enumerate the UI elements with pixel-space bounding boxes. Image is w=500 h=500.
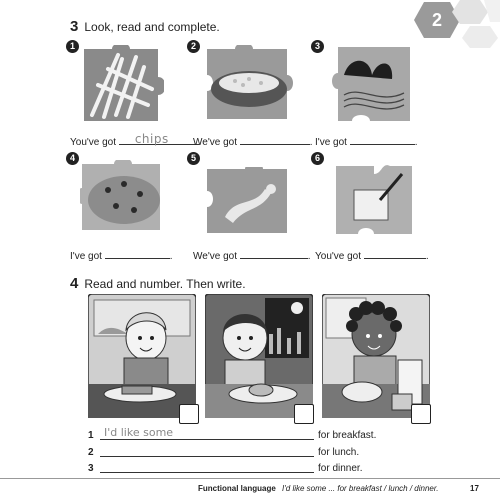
item-number-3: 3 xyxy=(311,40,324,53)
footer xyxy=(198,484,438,493)
number-box-2[interactable] xyxy=(294,404,314,424)
number-box-1[interactable] xyxy=(179,404,199,424)
footer-label: Functional language xyxy=(198,484,276,493)
sentence-3 xyxy=(315,134,418,148)
puzzle-picture-chips xyxy=(78,45,164,125)
exercise-4-instruction: Read and number. Then write. xyxy=(84,277,246,291)
sentence-2-prefix: We've got xyxy=(193,137,237,148)
exercise-3-title xyxy=(70,18,220,35)
write-line-1[interactable] xyxy=(100,427,314,440)
sentence-4 xyxy=(70,248,173,262)
exercise-3-number: 3 xyxy=(70,18,79,35)
row-suffix-2: for lunch. xyxy=(318,447,360,458)
sentence-2-period: . xyxy=(309,137,313,148)
sentence-5-period: . xyxy=(307,251,311,262)
answer-line-6[interactable] xyxy=(364,248,426,259)
row-number-1: 1 xyxy=(88,430,94,441)
row-number-2: 2 xyxy=(88,447,94,458)
item-number-6: 6 xyxy=(311,152,324,165)
answer-text-1: chips xyxy=(134,132,169,146)
unit-number: 2 xyxy=(431,10,442,30)
answer-line-1[interactable] xyxy=(119,134,199,145)
item-number-5: 5 xyxy=(187,152,200,165)
sentence-4-period: . xyxy=(169,251,173,262)
answer-line-5[interactable] xyxy=(240,248,308,259)
sentence-1 xyxy=(70,134,199,148)
picture-dinner-girl xyxy=(322,294,430,418)
item-number-1: 1 xyxy=(66,40,79,53)
sentence-1-prefix: You've got xyxy=(70,137,117,148)
write-line-3[interactable] xyxy=(100,461,314,473)
puzzle-picture-cereal xyxy=(334,164,414,236)
sentence-5 xyxy=(193,248,311,262)
row-suffix-1: for breakfast. xyxy=(318,430,377,441)
sentence-4-prefix: I've got xyxy=(70,251,102,262)
row-number-3: 3 xyxy=(88,463,94,474)
sentence-2 xyxy=(193,134,313,148)
sentence-6-prefix: You've got xyxy=(315,251,362,262)
number-box-3[interactable] xyxy=(411,404,431,424)
item-number-4: 4 xyxy=(66,152,79,165)
write-answer-1: I'd like some xyxy=(104,426,174,439)
sentence-3-period: . xyxy=(414,137,418,148)
puzzle-picture-spaghetti xyxy=(330,45,414,123)
sentence-5-prefix: We've got xyxy=(193,251,237,262)
answer-line-4[interactable] xyxy=(105,248,170,259)
exercise-4-title xyxy=(70,275,246,292)
exercise-4-number: 4 xyxy=(70,275,79,292)
write-line-2[interactable] xyxy=(100,445,314,457)
row-suffix-3: for dinner. xyxy=(318,463,363,474)
answer-line-2[interactable] xyxy=(240,134,310,145)
footer-rule xyxy=(0,478,500,479)
puzzle-picture-cookie xyxy=(80,160,162,232)
puzzle-picture-rice xyxy=(205,45,293,123)
exercise-3-instruction: Look, read and complete. xyxy=(84,20,220,34)
item-number-2: 2 xyxy=(187,40,200,53)
puzzle-picture-chicken xyxy=(205,167,289,235)
sentence-3-prefix: I've got xyxy=(315,137,347,148)
footer-text: I'd like some ... for breakfast / lunch / dinner. xyxy=(282,484,439,493)
picture-lunch-boy xyxy=(205,294,313,418)
picture-breakfast-girl xyxy=(88,294,196,418)
page-number: 17 xyxy=(470,484,479,493)
sentence-6 xyxy=(315,248,429,262)
sentence-6-period: . xyxy=(425,251,429,262)
answer-line-3[interactable] xyxy=(350,134,415,145)
